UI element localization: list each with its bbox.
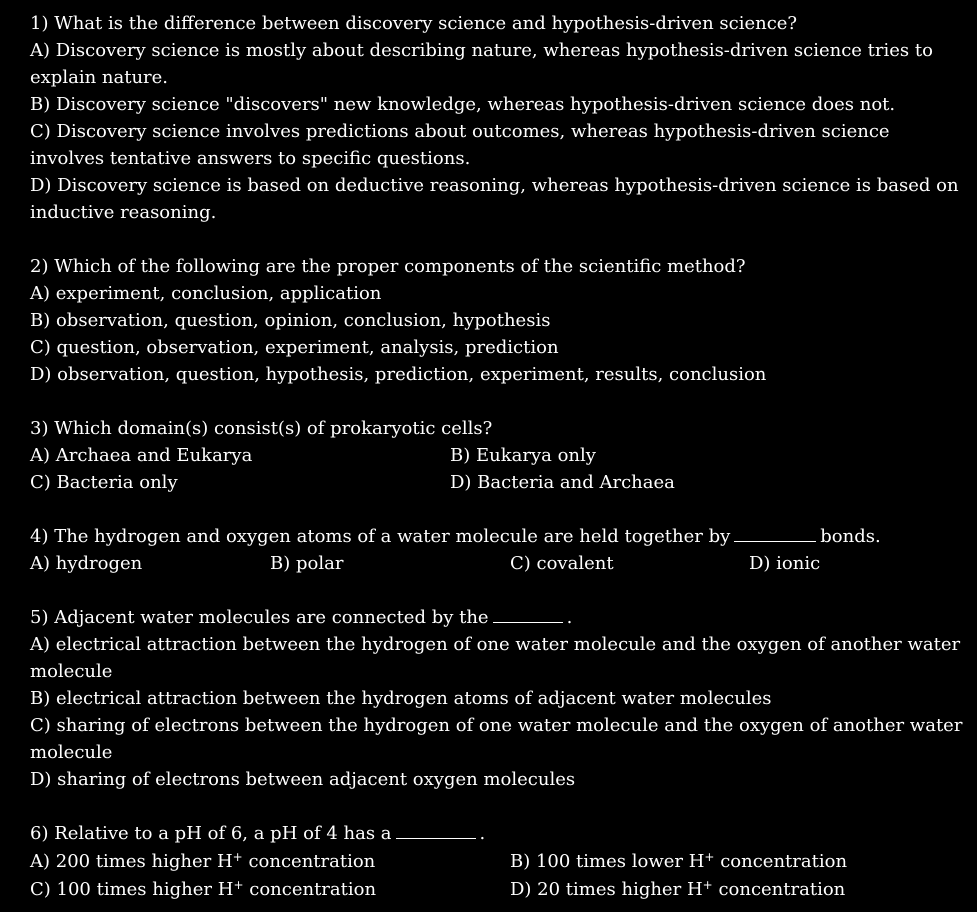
q6-option-d: D) 20 times higher H+ concentration	[510, 878, 846, 900]
q5-option-d: D) sharing of electrons between adjacent oxygen molecules	[30, 769, 576, 790]
q5-stem-line	[30, 604, 572, 631]
q3-stem: 3) Which domain(s) consist(s) of prokaryotic cells?	[30, 418, 493, 439]
q2-option-a: A) experiment, conclusion, application	[30, 283, 382, 304]
q1-option-a: A) Discovery science is mostly about describing nature, whereas hypothesis-driven science tries to	[30, 40, 933, 61]
q4-option-a: A) hydrogen	[30, 553, 143, 574]
q1-option-c-cont: involves tentative answers to specific questions.	[30, 148, 471, 169]
q2-option-b: B) observation, question, opinion, conclusion, hypothesis	[30, 310, 551, 331]
q6-option-b: B) 100 times lower H+ concentration	[510, 850, 848, 872]
q2-stem: 2) Which of the following are the proper components of the scientific method?	[30, 256, 746, 277]
q4-option-b: B) polar	[270, 553, 344, 574]
q3-option-b: B) Eukarya only	[450, 445, 596, 466]
q6-stem: 6) Relative to a pH of 6, a pH of 4 has a	[30, 823, 392, 844]
answer-blank	[396, 822, 476, 839]
q1-option-d: D) Discovery science is based on deductive reasoning, whereas hypothesis-driven science is based on	[30, 175, 959, 196]
q2-option-d: D) observation, question, hypothesis, prediction, experiment, results, conclusion	[30, 364, 767, 385]
answer-blank	[734, 525, 816, 542]
q4-stem-line	[30, 523, 881, 550]
q3-option-a: A) Archaea and Eukarya	[30, 445, 253, 466]
q1-option-c: C) Discovery science involves predictions about outcomes, whereas hypothesis-driven science	[30, 121, 890, 142]
q5-option-a: A) electrical attraction between the hydrogen of one water molecule and the oxygen of another water	[30, 634, 961, 655]
q5-stem-end: .	[566, 607, 573, 628]
q5-option-b: B) electrical attraction between the hydrogen atoms of adjacent water molecules	[30, 688, 772, 709]
answer-blank	[493, 606, 563, 623]
q6-stem-end: .	[479, 823, 486, 844]
q1-option-b: B) Discovery science "discovers" new knowledge, whereas hypothesis-driven science does not.	[30, 94, 896, 115]
q1-stem: 1) What is the difference between discovery science and hypothesis-driven science?	[30, 13, 798, 34]
q3-option-c: C) Bacteria only	[30, 472, 178, 493]
q6-option-c: C) 100 times higher H+ concentration	[30, 878, 377, 900]
q4-stem-end: bonds.	[820, 526, 881, 547]
q6-option-a: A) 200 times higher H+ concentration	[30, 850, 376, 872]
q2-option-c: C) question, observation, experiment, analysis, prediction	[30, 337, 559, 358]
q5-option-c: C) sharing of electrons between the hydrogen of one water molecule and the oxygen of another water	[30, 715, 963, 736]
q4-option-d: D) ionic	[749, 553, 821, 574]
q5-stem: 5) Adjacent water molecules are connected by the	[30, 607, 489, 628]
q5-option-a-cont: molecule	[30, 661, 113, 682]
q4-option-c: C) covalent	[510, 553, 614, 574]
q5-option-c-cont: molecule	[30, 742, 113, 763]
q1-option-d-cont: inductive reasoning.	[30, 202, 217, 223]
q6-stem-line	[30, 820, 485, 847]
q4-stem: 4) The hydrogen and oxygen atoms of a water molecule are held together by	[30, 526, 731, 547]
q1-option-a-cont: explain nature.	[30, 67, 169, 88]
q3-option-d: D) Bacteria and Archaea	[450, 472, 675, 493]
